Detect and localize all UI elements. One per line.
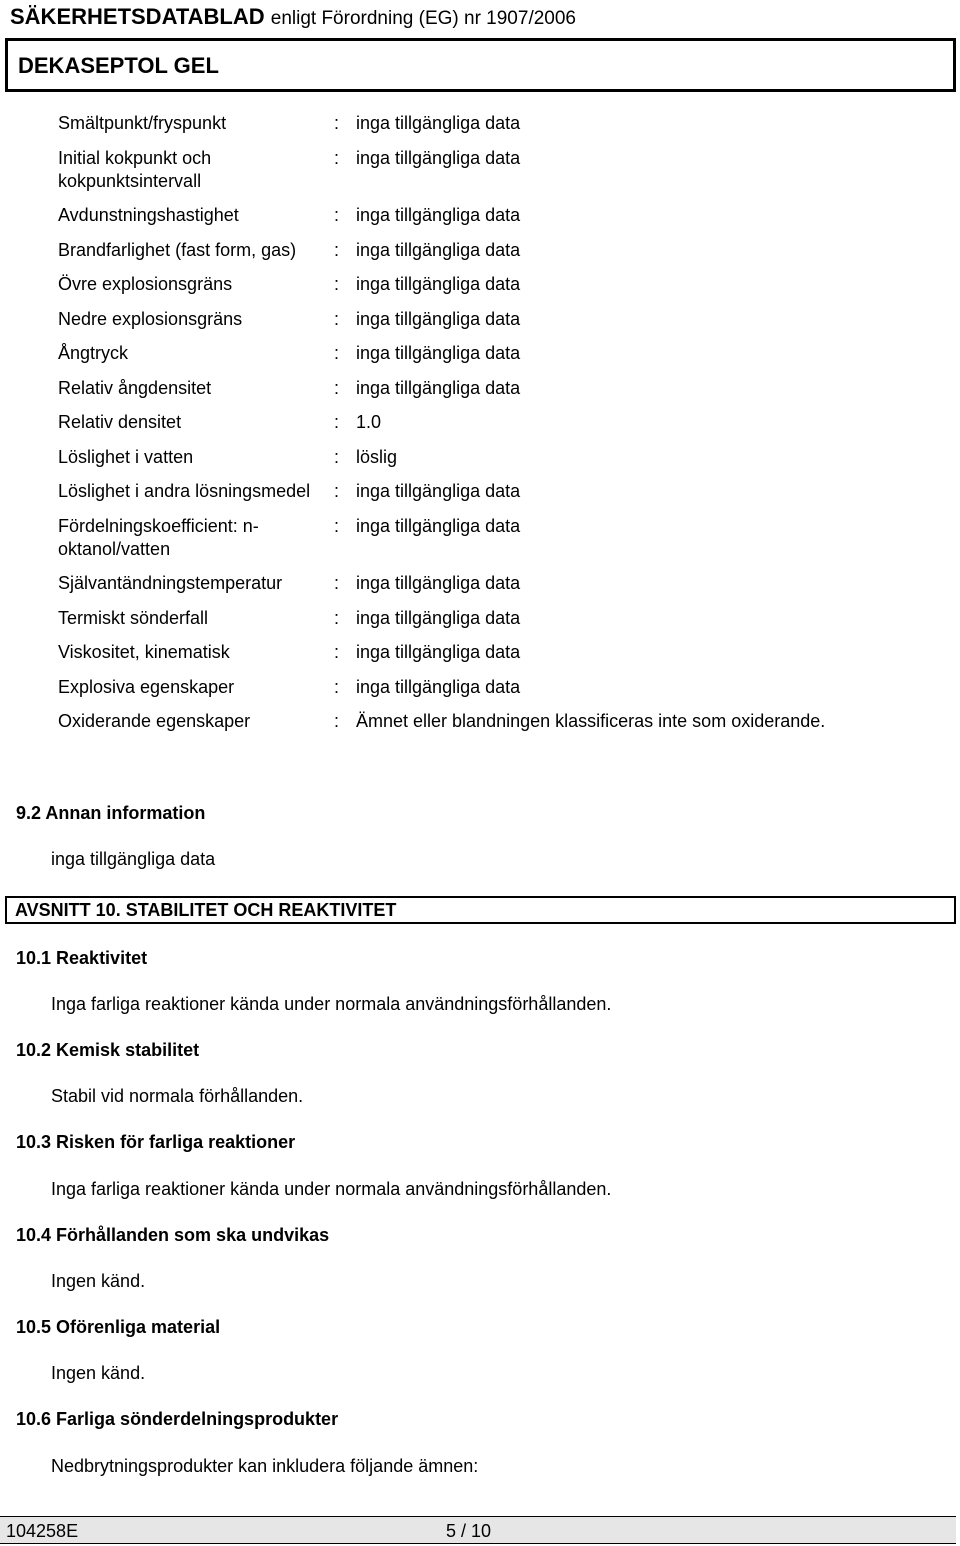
property-colon: : [334,113,340,133]
property-value: inga tillgängliga data [356,274,521,294]
property-colon: : [334,377,340,398]
property-colon: : [334,343,340,363]
property-label: Fördelningskoefficient: n-oktanol/vatten [58,515,259,559]
subsection-text-9-2: inga tillgängliga data [51,849,216,869]
property-value: löslig [356,446,398,467]
property-row [58,411,938,434]
regulation-reference: enligt Förordning (EG) nr 1907/2006 [270,8,576,29]
property-row [58,480,938,503]
document-type: SÄKERHETSDATABLAD [10,4,265,29]
property-label: Brandfarlighet (fast form, gas) [58,239,297,260]
property-value: inga tillgängliga data [356,642,521,662]
document-title [10,4,576,32]
property-colon: : [334,147,340,168]
subsection-heading-10-6: 10.6 Farliga sönderdelningsprodukter [16,1409,339,1429]
property-colon: : [334,642,340,662]
property-value: inga tillgängliga data [356,239,521,260]
property-row [58,676,938,699]
property-label: Avdunstningshastighet [58,205,239,225]
property-value: inga tillgängliga data [356,147,521,168]
property-value: 1.0 [356,412,382,432]
subsection-heading-9-2: 9.2 Annan information [16,803,206,823]
subsection-heading-10-2: 10.2 Kemisk stabilitet [16,1040,200,1060]
property-label: Självantändningstemperatur [58,573,283,593]
property-row [58,342,938,365]
property-colon: : [334,481,340,501]
property-value: inga tillgängliga data [356,515,521,536]
subsection-heading-10-3: 10.3 Risken för farliga reaktioner [16,1132,296,1152]
property-colon: : [334,573,340,593]
property-label: Relativ densitet [58,412,182,432]
property-value: inga tillgängliga data [356,377,521,398]
property-row [58,607,938,630]
property-row [58,377,938,400]
property-value: inga tillgängliga data [356,308,521,329]
property-label: Ångtryck [58,343,129,363]
page-footer [0,1516,956,1544]
property-row [58,112,938,135]
subsection-text-10-4: Ingen känd. [51,1271,146,1291]
property-row [58,239,938,262]
subsection-heading-10-5: 10.5 Oförenliga material [16,1317,221,1337]
property-label: Smältpunkt/fryspunkt [58,113,227,133]
section-title: AVSNITT 10. STABILITET OCH REAKTIVITET [15,900,397,920]
property-colon: : [334,676,340,697]
product-name: DEKASEPTOL GEL [18,53,219,78]
property-row [58,147,938,193]
property-row [58,641,938,664]
property-row [58,446,938,469]
property-value: inga tillgängliga data [356,573,521,593]
subsection-heading-10-1: 10.1 Reaktivitet [16,948,148,968]
property-label: Viskositet, kinematisk [58,642,230,662]
property-colon: : [334,205,340,225]
property-label: Initial kokpunkt och kokpunktsintervall [58,147,212,191]
subsection-text-10-6: Nedbrytningsprodukter kan inkludera följande ämnen: [51,1456,479,1476]
property-label: Löslighet i andra lösningsmedel [58,481,311,501]
property-label: Nedre explosionsgräns [58,308,243,329]
property-value: inga tillgängliga data [356,676,521,697]
property-colon: : [334,308,340,329]
property-row [58,204,938,227]
property-label: Explosiva egenskaper [58,676,235,697]
property-value: inga tillgängliga data [356,205,521,225]
property-colon: : [334,274,340,294]
property-label: Löslighet i vatten [58,446,194,467]
property-row [58,572,938,595]
property-colon: : [334,515,340,536]
property-label: Oxiderande egenskaper [58,711,251,731]
property-value: Ämnet eller blandningen klassificeras inte som oxiderande. [356,711,826,731]
property-row [58,515,938,561]
subsection-text-10-3: Inga farliga reaktioner kända under normala användningsförhållanden. [51,1179,612,1199]
document-code: 104258E [6,1521,79,1541]
physical-properties-list [58,112,938,745]
property-label: Relativ ångdensitet [58,377,212,398]
product-name-box [5,38,956,92]
property-colon: : [334,412,340,432]
property-row [58,308,938,331]
subsection-text-10-5: Ingen känd. [51,1363,146,1383]
property-colon: : [334,239,340,260]
section-10-header [5,896,956,924]
property-colon: : [334,711,340,731]
property-row [58,273,938,296]
property-value: inga tillgängliga data [356,113,521,133]
subsection-text-10-2: Stabil vid normala förhållanden. [51,1086,304,1106]
property-colon: : [334,446,340,467]
property-label: Övre explosionsgräns [58,274,233,294]
property-colon: : [334,607,340,628]
property-value: inga tillgängliga data [356,607,521,628]
page-number: 5 / 10 [446,1521,492,1541]
property-label: Termiskt sönderfall [58,607,209,628]
subsection-text-10-1: Inga farliga reaktioner kända under normala användningsförhållanden. [51,994,612,1014]
property-value: inga tillgängliga data [356,481,521,501]
property-row [58,710,938,733]
subsection-heading-10-4: 10.4 Förhållanden som ska undvikas [16,1225,330,1245]
property-value: inga tillgängliga data [356,343,521,363]
